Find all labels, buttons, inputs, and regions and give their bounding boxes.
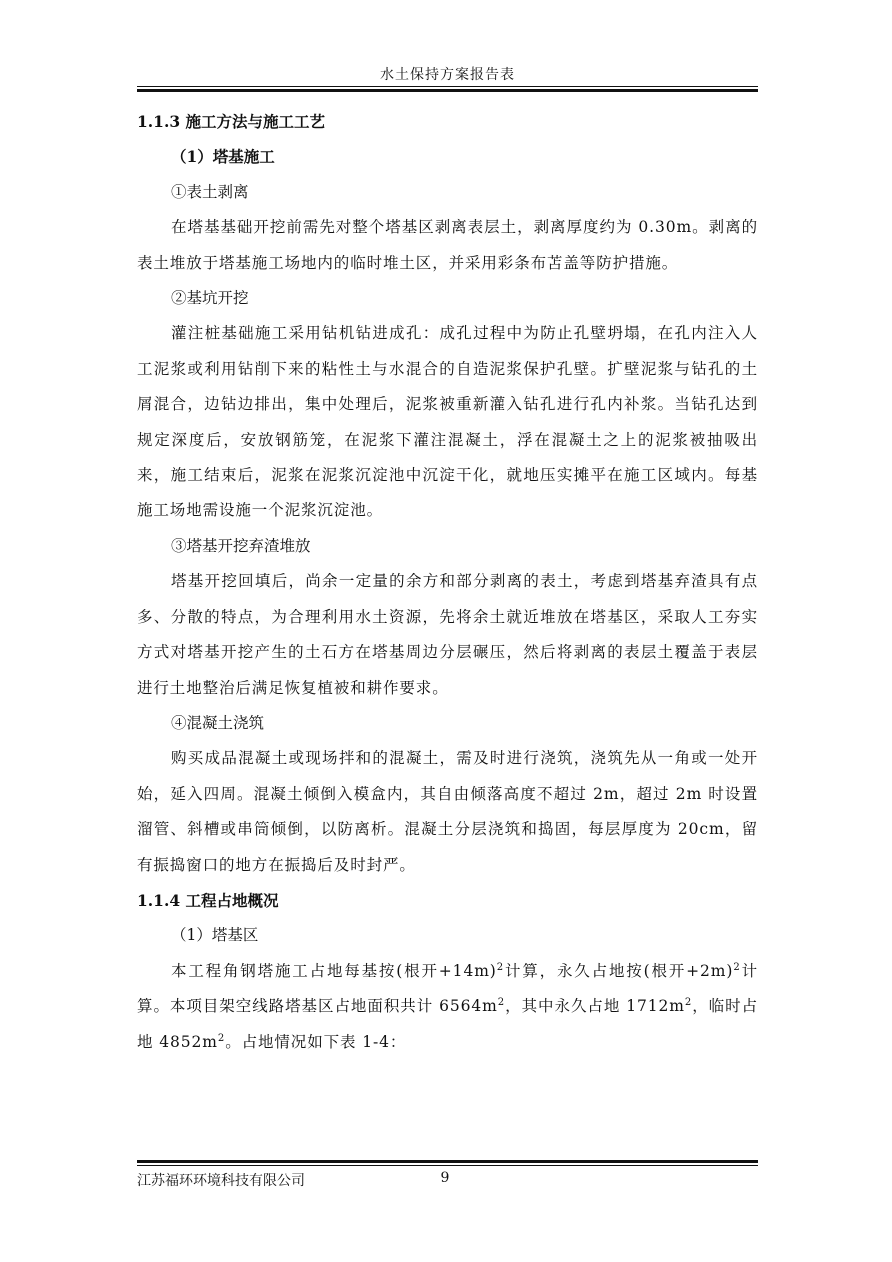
item-topsoil-stripping-text: 在塔基基础开挖前需先对整个塔基区剥离表层土，剥离厚度约为 0.30m。剥离的表土堆放于塔基施工场地内的临时堆土区，并采用彩条布苫盖等防护措施。: [137, 218, 758, 272]
section-heading-1-1-4: 1.1.4 工程占地概况: [137, 890, 279, 910]
footer-rule-thick: [137, 1160, 758, 1163]
subsection-tower-area: （1）塔基区: [171, 926, 259, 945]
land-occupation-paragraph: [137, 954, 758, 1060]
superscript: 2: [497, 997, 506, 1008]
superscript: 2: [684, 997, 693, 1008]
section-heading-1-1-3: 1.1.3 施工方法与施工工艺: [137, 112, 326, 131]
footer-rule: [137, 1165, 758, 1166]
land-text-a: 本工程角钢塔施工占地每基按(根开+14m): [171, 961, 497, 980]
item-concrete-pouring-title: ④混凝土浇筑: [171, 713, 265, 732]
header-rule: [137, 86, 758, 87]
land-text-c: 计算。本项目架空线路塔基区占地面积共计 6564m: [137, 961, 758, 1016]
item-topsoil-stripping-title: ①表土剥离: [171, 182, 249, 201]
land-text-d: ，其中永久占地 1712m: [505, 997, 685, 1016]
item-concrete-pouring-text: 购买成品混凝土或现场拌和的混凝土，需及时进行浇筑，浇筑先从一角或一处开始，延入四周。混凝土倾倒入模盒内，其自由倾落高度不超过 2m，超过 2m 时设置溜管、斜槽或串筒倾倒，以防离析。混凝土分层浇筑和捣固，每层厚度为 20cm，留有振捣窗口的地方在振捣后及时封严。: [137, 749, 758, 874]
subsection-tower-foundation: （1）塔基施工: [171, 147, 275, 167]
land-text-f: 。占地情况如下表 1-4：: [225, 1032, 407, 1051]
document-body: [137, 104, 758, 1060]
header-rule-thick: [137, 89, 758, 92]
item-pit-excavation-text: 灌注桩基础施工采用钻机钻进成孔：成孔过程中为防止孔壁坍塌，在孔内注入人工泥浆或利用钻削下来的粘性土与水混合的自造泥浆保护孔壁。扩壁泥浆与钻孔的土屑混合，边钻边排出，集中处理后，泥浆被重新灌入钻孔进行孔内补浆。当钻孔达到规定深度后，安放钢筋笼，在泥浆下灌注混凝土，浮在混凝土之上的泥浆被抽吸出来，施工结束后，泥浆在泥浆沉淀池中沉淀干化，就地压实摊平在施工区域内。每基施工场地需设施一个泥浆沉淀池。: [137, 324, 758, 520]
item-spoil-stacking-title: ③塔基开挖弃渣堆放: [171, 536, 311, 555]
item-pit-excavation-title: ②基坑开挖: [171, 289, 249, 308]
land-text-e: ，临时占地 4852m: [137, 997, 758, 1051]
footer-company-name: 江苏福环环境科技有限公司: [137, 1173, 305, 1189]
superscript: 2: [733, 961, 741, 973]
superscript: 2: [496, 961, 505, 973]
page-number: 9: [440, 1170, 450, 1186]
superscript: 2: [217, 1032, 226, 1044]
land-text-b: 计算，永久占地按(根开+2m): [504, 961, 734, 980]
item-spoil-stacking-text: 塔基开挖回填后，尚余一定量的余方和部分剥离的表土，考虑到塔基弃渣具有点多、分散的特点，为合理利用水土资源，先将余土就近堆放在塔基区，采取人工夯实方式对塔基开挖产生的土石方在塔基周边分层碾压，然后将剥离的表层土覆盖于表层进行土地整治后满足恢复植被和耕作要求。: [137, 572, 758, 697]
page-header-title: 水土保持方案报告表: [380, 67, 515, 83]
